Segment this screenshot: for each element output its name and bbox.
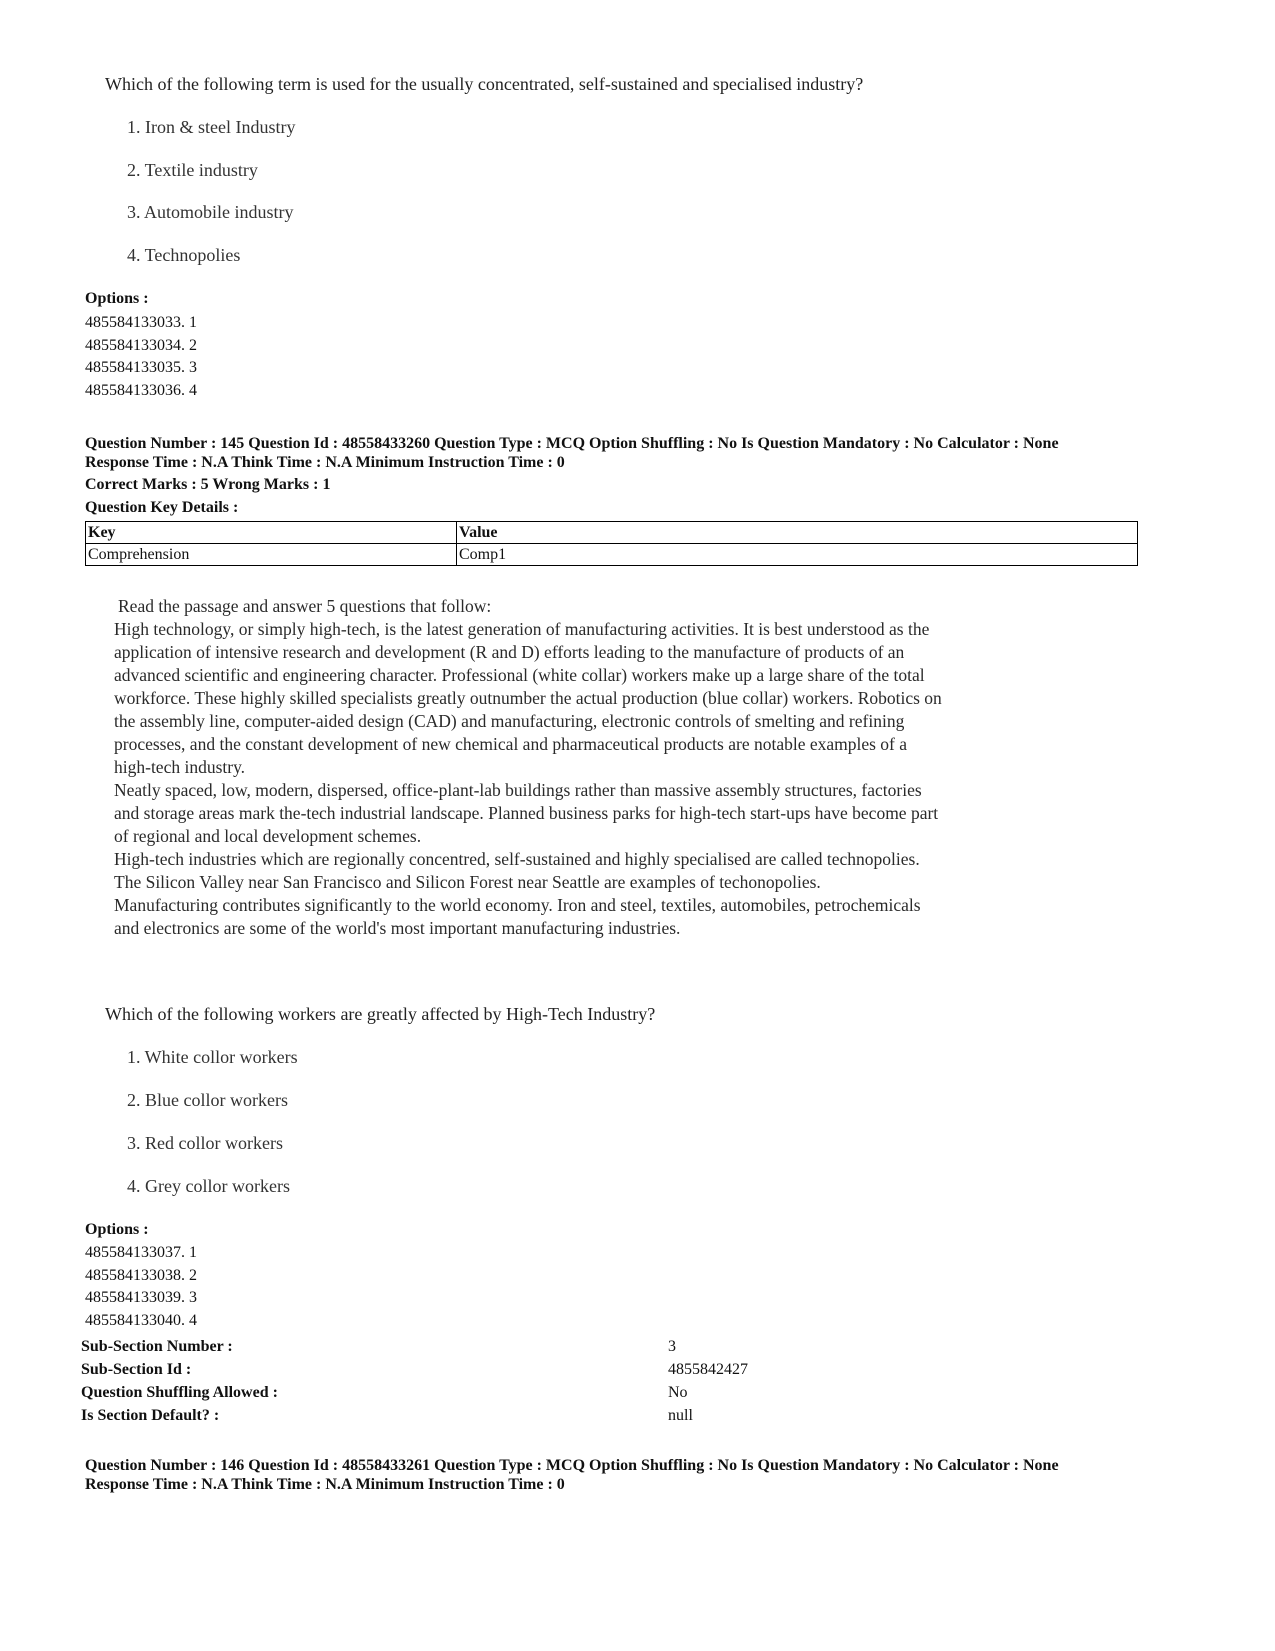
passage-paragraph: High-tech industries which are regionally concentred, self-sustained and highly specialised are called technopolies. The Silicon Valley near San Francisco and Silicon Forest near Seattle are examples of techonopolies. [114,849,920,892]
subsection-label: Sub-Section Id : [81,1361,192,1378]
key-details-label: Question Key Details : [85,499,239,516]
question-meta-line: Question Number : 146 Question Id : 48558433261 Question Type : MCQ Option Shuffling : No Is Question Mandatory : No Calculator : None [85,1457,1059,1474]
question-meta [85,434,1185,472]
table-header-cell: Key [86,522,457,544]
question-text: Which of the following term is used for the usually concentrated, self-sustained and specialised industry? [105,74,864,94]
option-id: 485584133040. 4 [85,1312,197,1329]
table-header-row [86,522,1138,544]
question-text: Which of the following workers are greatly affected by High-Tech Industry? [105,1004,656,1024]
choice-item: 1. White collor workers [127,1047,298,1067]
option-id: 485584133039. 3 [85,1289,197,1306]
subsection-value: null [668,1407,693,1424]
table-cell: Comprehension [86,544,457,566]
options-label: Options : [85,1221,149,1238]
option-id: 485584133033. 1 [85,314,197,331]
choice-item: 4. Grey collor workers [127,1176,290,1196]
marks-line: Correct Marks : 5 Wrong Marks : 1 [85,476,331,493]
comprehension-passage [114,595,944,940]
options-label: Options : [85,290,149,307]
option-id: 485584133034. 2 [85,337,197,354]
choice-item: 2. Textile industry [127,160,258,180]
passage-paragraph: High technology, or simply high-tech, is the latest generation of manufacturing activities. It is best understood as the application of intensive research and development (R and D) efforts leading to the manufacture of products of an advanced scientific and engineering character. Professional (white collar) workers make up a large share of the total workforce. These highly skilled specialists greatly outnumber the actual production (blue collar) workers. Robotics on the assembly line, computer-aided design (CAD) and manufacturing, electronic controls of smelting and refining processes, and the constant development of new chemical and pharmaceutical products are notable examples of a high-tech industry. [114,619,942,777]
subsection-label: Is Section Default? : [81,1407,220,1424]
question-meta-line: Question Number : 145 Question Id : 48558433260 Question Type : MCQ Option Shuffling : No Is Question Mandatory : No Calculator : None [85,435,1059,452]
subsection-label: Sub-Section Number : [81,1338,233,1355]
choice-item: 3. Red collor workers [127,1133,283,1153]
question-meta-line: Response Time : N.A Think Time : N.A Minimum Instruction Time : 0 [85,1476,565,1493]
option-id: 485584133037. 1 [85,1244,197,1261]
choice-item: 4. Technopolies [127,245,241,265]
option-id: 485584133036. 4 [85,382,197,399]
option-id: 485584133038. 2 [85,1267,197,1284]
option-id: 485584133035. 3 [85,359,197,376]
key-details-table [85,521,1138,566]
passage-paragraph: Neatly spaced, low, modern, dispersed, office-plant-lab buildings rather than massive assembly structures, factories and storage areas mark the-tech industrial landscape. Planned business parks for high-tech start-ups have become part of regional and local development schemes. [114,780,939,846]
passage-paragraph: Manufacturing contributes significantly to the world economy. Iron and steel, textiles, automobiles, petrochemicals and electronics are some of the world's most important manufacturing industries. [114,895,921,938]
passage-intro: Read the passage and answer 5 questions that follow: [118,596,492,616]
table-cell: Comp1 [457,544,1138,566]
subsection-label: Question Shuffling Allowed : [81,1384,278,1401]
choice-item: 1. Iron & steel Industry [127,117,296,137]
table-row [86,544,1138,566]
subsection-value: 3 [668,1338,676,1355]
choice-item: 3. Automobile industry [127,202,294,222]
choice-item: 2. Blue collor workers [127,1090,288,1110]
question-meta-line: Response Time : N.A Think Time : N.A Minimum Instruction Time : 0 [85,454,565,471]
question-meta [85,1456,1185,1494]
subsection-value: 4855842427 [668,1361,748,1378]
subsection-value: No [668,1384,688,1401]
table-header-cell: Value [457,522,1138,544]
